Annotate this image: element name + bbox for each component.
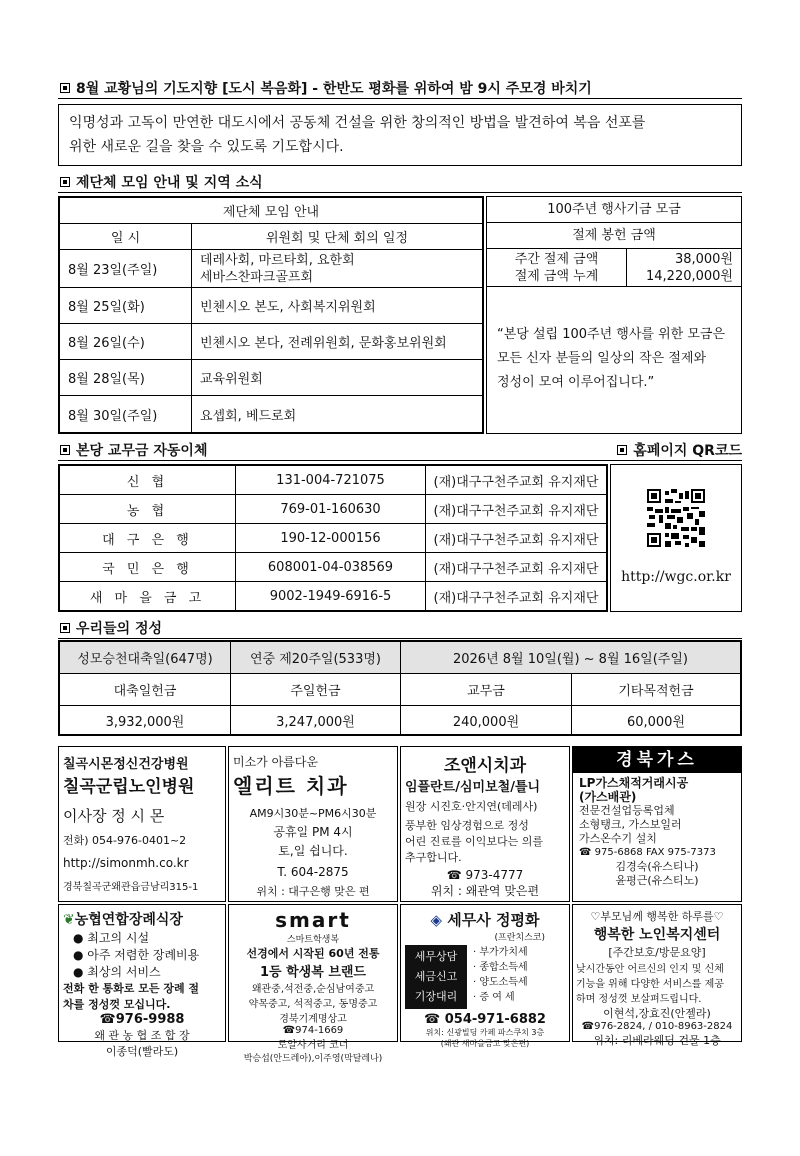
ad-funeral-hall xyxy=(58,904,226,1058)
meeting-detail: 교육위원회 xyxy=(192,360,483,396)
account-number: 769-01-160630 xyxy=(236,495,426,524)
account-holder: (재)대구구천주교회 유지재단 xyxy=(426,582,607,611)
col-date: 일 시 xyxy=(60,224,192,250)
weekly-label: 주간 절제 금액 xyxy=(514,252,599,267)
ad-line: [주간보호/방문요양] xyxy=(608,946,706,959)
meeting-detail: 빈첸시오 본도, 사회복지위원회 xyxy=(192,288,483,324)
ad-line: 어린 진료를 이익보다는 의를 xyxy=(405,835,544,848)
account-number: 190-12-000156 xyxy=(236,524,426,553)
offering-value: 60,000원 xyxy=(572,706,741,735)
fund-values xyxy=(487,249,741,287)
fund-box xyxy=(486,196,742,434)
ad-line: 경북칠곡군왜관읍금남리315-1 xyxy=(63,882,199,893)
meetings-title-text: 제단체 모임 안내 및 지역 소식 xyxy=(76,175,263,191)
funeral-title xyxy=(63,909,221,929)
ad-line: 세무사 정평화 xyxy=(447,911,540,929)
meetings-title xyxy=(60,172,263,192)
ad-line: · 양도소득세 xyxy=(473,977,528,988)
ad-line: 칠곡군립노인병원 xyxy=(63,777,195,797)
ad-line: 전화) 054-976-0401~2 xyxy=(63,834,187,847)
phone-icon: ☎ xyxy=(424,1012,441,1027)
quote-line: “본당 설립 100주년 행사를 위한 모금은 xyxy=(497,327,726,342)
tax-sub-services xyxy=(467,945,528,1009)
ad-senior-welfare xyxy=(572,904,742,1047)
meeting-detail-line: 데레사회, 마르타회, 요한회 xyxy=(200,252,355,268)
square-bullet-icon xyxy=(617,445,627,455)
leaf-icon: ❦ xyxy=(63,912,75,928)
ad-line: 이현석,장효진(안젤라) xyxy=(603,1007,711,1020)
ad-line: 낮시간동안 어르신의 인지 및 신체 xyxy=(576,964,724,975)
ad-line: 기능을 위해 다양한 서비스를 제공 xyxy=(576,979,724,990)
prayer-line: 위한 새로운 길을 찾을 수 있도록 기도합시다. xyxy=(69,139,344,155)
qr-title-text: 홈페이지 QR코드 xyxy=(633,443,742,459)
ad-line: 전화 한 통화로 모든 장례 절 xyxy=(63,982,200,995)
ad-line: ☎976-2824, / 010-8963-2824 xyxy=(581,1021,733,1032)
ad-line: (프란치스코) xyxy=(494,933,545,943)
ad-line: 공휴일 PM 4시 xyxy=(273,825,353,839)
ad-line: 선경에서 시작된 60년 전통 xyxy=(246,947,380,960)
meeting-date: 8월 23일(주일) xyxy=(60,250,192,288)
divider xyxy=(58,98,742,99)
ad-line: 차를 정성껏 모십니다. xyxy=(63,998,171,1011)
ad-line: 원장 시진호·안지연(데레사) xyxy=(405,800,538,813)
fund-header: 100주년 행사기금 모금 xyxy=(487,197,741,223)
ad-line: ● 최상의 서비스 xyxy=(73,965,161,979)
total-label: 절제 금액 누계 xyxy=(514,269,599,284)
divider xyxy=(58,460,742,461)
ad-line: 왜 관 농 협 조 합 장 xyxy=(94,1029,190,1042)
ad-line: ☎ 973-4777 xyxy=(446,868,524,882)
divider xyxy=(58,192,742,193)
ad-line: ♡부모님께 행복한 하루를♡ xyxy=(590,910,724,923)
total-value: 14,220,000원 xyxy=(646,269,733,284)
bank-name: 새 마 을 금 고 xyxy=(60,582,236,611)
meeting-date: 8월 28일(목) xyxy=(60,360,192,396)
homepage-url[interactable]: http://wgc.or.kr xyxy=(621,569,731,585)
ad-line: 기장대리 xyxy=(414,990,458,1003)
ad-line: 행복한 노인복지센터 xyxy=(593,927,721,943)
prayer-title-text: 8월 교황님의 기도지향 [도시 복음화] - 한반도 평화를 위하여 밤 9시 주모경 바치기 xyxy=(76,81,592,97)
prayer-line: 익명성과 고독이 만연한 대도시에서 공동체 건설을 위한 창의적인 방법을 발견하여 복음 선포를 xyxy=(69,115,646,131)
col-detail: 위원회 및 단체 회의 일정 xyxy=(192,224,483,250)
ad-line: 하며 정성껏 보살펴드립니다. xyxy=(576,994,702,1005)
ad-line: 로얄사거리 코너 xyxy=(277,1040,349,1051)
fund-subheader: 절제 봉헌 금액 xyxy=(487,223,741,249)
qr-code-icon[interactable] xyxy=(647,489,705,547)
prayer-box xyxy=(58,104,742,166)
ad-line: 이종덕(빨라도) xyxy=(105,1045,179,1058)
ad-line: 가스온수기 설치 xyxy=(579,832,657,845)
account-number: 9002-1949-6916-5 xyxy=(236,582,426,611)
fund-quote xyxy=(487,287,741,395)
ad-joanne-dental xyxy=(400,746,570,902)
quote-line: 정성이 모여 이루어집니다.” xyxy=(497,375,655,390)
ad-line: (왜관 새마을금고 맞은편) xyxy=(440,1039,530,1048)
offering-label: 기타목적헌금 xyxy=(572,674,741,706)
ad-line: 위치 : 대구은행 맞은 편 xyxy=(256,885,370,898)
square-bullet-icon xyxy=(60,623,70,633)
ad-line: 풍부한 임상경험으로 정성 xyxy=(405,819,529,832)
ad-line: AM9시30분~PM6시30분 xyxy=(249,807,377,820)
account-number: 131-004-721075 xyxy=(236,466,426,495)
offering-header: 2026년 8월 10일(월) ~ 8월 16일(주일) xyxy=(401,642,741,674)
ad-line: 임플란트/심미보철/틀니 xyxy=(405,780,541,795)
offering-value: 240,000원 xyxy=(401,706,572,735)
ad-line: 경북기계명상고 xyxy=(279,1014,347,1025)
ad-line: 칠곡시몬정신건강병원 xyxy=(63,757,189,772)
bank-name: 대 구 은 행 xyxy=(60,524,236,553)
offering-header: 성모승천대축일(647명) xyxy=(60,642,231,674)
meeting-date: 8월 26일(수) xyxy=(60,324,192,360)
ad-line: ● 최고의 시설 xyxy=(73,931,150,945)
weekly-value: 38,000원 xyxy=(674,252,733,267)
square-bullet-icon xyxy=(60,445,70,455)
ad-line: 엘리트 치과 xyxy=(233,774,349,798)
qr-title xyxy=(617,440,742,460)
account-holder: (재)대구구천주교회 유지재단 xyxy=(426,553,607,582)
ad-line: 박승섭(안드레아),이주영(막달레나) xyxy=(243,1054,383,1064)
transfer-title xyxy=(60,440,207,460)
account-holder: (재)대구구천주교회 유지재단 xyxy=(426,524,607,553)
prayer-title xyxy=(60,78,592,98)
ad-tax-accountant xyxy=(400,904,570,1048)
ad-line: 054-971-6882 xyxy=(444,1012,546,1027)
ad-line: 경북가스 xyxy=(573,747,741,773)
offering-title xyxy=(60,618,162,638)
meetings-table xyxy=(58,196,484,434)
ad-line: · 증 여 세 xyxy=(473,992,515,1003)
ad-line: 토,일 쉽니다. xyxy=(278,844,348,858)
ad-line: (가스배관) xyxy=(579,790,637,804)
ad-line: ● 아주 저렴한 장례비용 xyxy=(73,948,200,962)
ad-line: ☎974-1669 xyxy=(282,1025,344,1036)
ad-line: 위치: 신광빌딩 카페 파스쿠치 3층 xyxy=(425,1028,545,1037)
gas-details xyxy=(573,773,741,891)
account-number: 608001-04-038569 xyxy=(236,553,426,582)
fund-amounts xyxy=(627,249,741,286)
ad-line: ☎ 975-6868 FAX 975-7373 xyxy=(579,847,716,858)
ad-line: 위치 : 왜관역 맞은편 xyxy=(430,884,540,898)
ad-elite-dental xyxy=(228,746,398,902)
divider xyxy=(58,638,742,639)
ad-line: T. 604-2875 xyxy=(277,865,349,879)
ad-line: 왜관중,석전중,순심남여중고 xyxy=(251,984,375,995)
ad-line: smart xyxy=(275,908,351,932)
ad-simon-hospital xyxy=(58,746,226,902)
bank-name: 농 협 xyxy=(60,495,236,524)
offering-table xyxy=(58,640,742,736)
quote-line: 모든 신자 분들의 일상의 작은 절제와 xyxy=(497,351,707,366)
ad-line: 김경숙(유스티나) xyxy=(615,860,699,873)
ad-line: 1등 학생복 브랜드 xyxy=(259,965,366,980)
bank-name: 국 민 은 행 xyxy=(60,553,236,582)
ad-line: LP가스채적거래시공 xyxy=(579,776,689,790)
ad-line: 세금신고 xyxy=(414,970,458,983)
transfer-table xyxy=(58,464,608,612)
meeting-detail: 요셉회, 베드로회 xyxy=(192,396,483,433)
tax-title xyxy=(405,909,565,930)
ad-line: 세무상담 xyxy=(414,950,458,963)
tax-services xyxy=(405,945,565,1009)
tax-phone xyxy=(405,1012,565,1027)
meetings-header: 제단체 모임 안내 xyxy=(60,198,483,224)
offering-label: 교무금 xyxy=(401,674,572,706)
ad-line: 윤평근(유스티노) xyxy=(615,874,699,887)
ad-gyeongbuk-gas xyxy=(572,746,742,902)
meeting-detail xyxy=(192,250,483,288)
offering-label: 대축일헌금 xyxy=(60,674,231,706)
meeting-date: 8월 30일(주일) xyxy=(60,396,192,433)
ad-line: 미소가 아름다운 xyxy=(233,755,318,769)
ad-line: 추구합니다. xyxy=(405,851,462,864)
account-holder: (재)대구구천주교회 유지재단 xyxy=(426,466,607,495)
offering-title-text: 우리들의 정성 xyxy=(76,621,163,637)
square-bullet-icon xyxy=(60,177,70,187)
ad-line: 농협연합장례식장 xyxy=(74,912,183,928)
ad-line: · 부가가치세 xyxy=(473,947,528,958)
offering-value: 3,932,000원 xyxy=(60,706,231,735)
offering-label: 주일헌금 xyxy=(231,674,401,706)
account-holder: (재)대구구천주교회 유지재단 xyxy=(426,495,607,524)
ad-smart-uniform xyxy=(228,904,398,1064)
square-bullet-icon xyxy=(60,83,70,93)
fund-labels xyxy=(487,249,627,286)
ad-line: 조앤시치과 xyxy=(443,756,527,776)
ad-line: 스마트학생복 xyxy=(286,935,340,945)
ad-line: 위치: 리베라웨딩 건물 1층 xyxy=(593,1034,721,1047)
ad-line: 이사장 정 시 몬 xyxy=(63,807,165,825)
ad-line: 전문건설업등록업체 xyxy=(579,804,675,817)
tax-main-services xyxy=(405,945,467,1009)
ad-line: http://simonmh.co.kr xyxy=(63,856,189,870)
ad-line: 약목중고, 석적중고, 동명중고 xyxy=(248,999,378,1010)
meeting-detail: 빈첸시오 본다, 전례위원회, 문화홍보위원회 xyxy=(192,324,483,360)
bank-name: 신 협 xyxy=(60,466,236,495)
offering-value: 3,247,000원 xyxy=(231,706,401,735)
ad-line: ☎976-9988 xyxy=(99,1012,185,1027)
ad-line: · 종합소득세 xyxy=(473,962,528,973)
qr-box xyxy=(610,464,742,612)
meeting-date: 8월 25일(화) xyxy=(60,288,192,324)
diamond-logo-icon: ◈ xyxy=(430,911,443,929)
offering-header: 연중 제20주일(533명) xyxy=(231,642,401,674)
ad-line: 소형탱크, 가스보일러 xyxy=(579,818,682,831)
transfer-title-text: 본당 교무금 자동이체 xyxy=(76,443,208,459)
meeting-detail-line: 세바스찬파크골프회 xyxy=(200,269,314,285)
